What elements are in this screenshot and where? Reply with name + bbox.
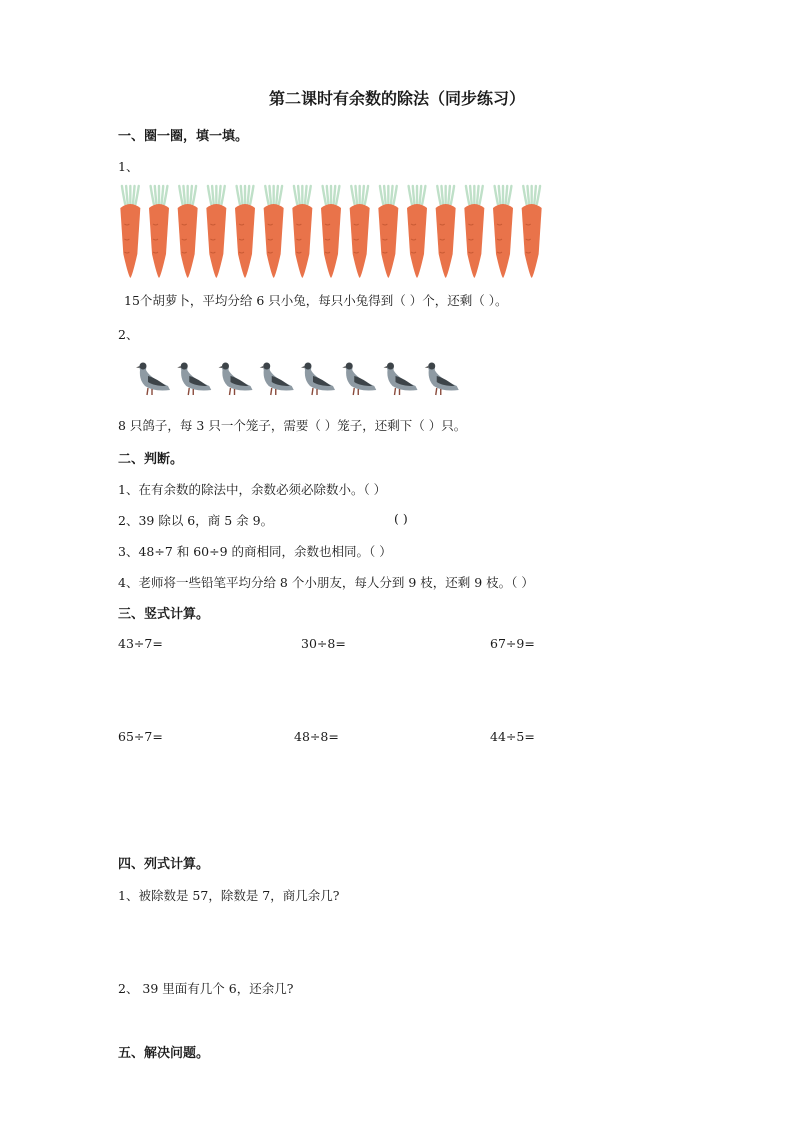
section-1-heading: 一、圈一圈，填一填。	[118, 129, 249, 144]
carrot-icon	[264, 186, 284, 278]
calc-item: 48÷8=	[294, 729, 339, 744]
section-4-heading: 四、列式计算。	[118, 857, 210, 872]
carrot-icon	[522, 186, 542, 278]
pigeon-row	[132, 358, 462, 398]
pigeon-icon	[260, 363, 294, 396]
carrot-icon	[120, 186, 140, 278]
q2-question-text: 8 只鸽子，每 3 只一个笼子，需要（ ）笼子，还剩下（ ）只。	[118, 418, 467, 433]
judge-item-3: 3、48÷7 和 60÷9 的商相同，余数也相同。（ ）	[118, 544, 392, 559]
word-question-1: 1、被除数是 57，除数是 7，商几余几?	[118, 888, 340, 903]
q1-question-text: 15个胡萝卜，平均分给 6 只小兔，每只小兔得到（ ）个，还剩（ ）。	[124, 293, 508, 308]
pigeon-icon	[219, 363, 253, 396]
carrot-icon	[292, 186, 312, 278]
judge-item-2-bracket: ( )	[394, 511, 408, 526]
carrot-icon	[464, 186, 484, 278]
pigeon-icon	[301, 363, 335, 396]
page-title: 第二课时有余数的除法（同步练习）	[268, 89, 525, 108]
judge-item-4: 4、老师将一些铅笔平均分给 8 个小朋友，每人分到 9 枝，还剩 9 枝。（ ）	[118, 575, 534, 590]
carrot-icon	[149, 186, 169, 278]
pigeon-icon	[177, 363, 211, 396]
carrot-icon	[321, 186, 341, 278]
pigeon-icon	[136, 363, 170, 396]
q1-number: 1、	[118, 159, 139, 174]
calc-item: 43÷7=	[118, 636, 163, 651]
carrot-icon	[178, 186, 198, 278]
carrot-icon	[350, 186, 370, 278]
word-question-2: 2、 39 里面有几个 6，还余几?	[118, 981, 294, 996]
calc-item: 67÷9=	[490, 636, 535, 651]
carrot-icon	[436, 186, 456, 278]
pigeon-icon	[425, 363, 459, 396]
carrot-icon	[378, 186, 398, 278]
carrot-row	[116, 184, 546, 278]
judge-item-1: 1、在有余数的除法中，余数必须必除数小。（ ）	[118, 482, 387, 497]
calc-item: 30÷8=	[301, 636, 346, 651]
pigeon-icon	[384, 363, 418, 396]
judge-item-2: 2、39 除以 6，商 5 余 9。	[118, 513, 274, 528]
section-5-heading: 五、解决问题。	[118, 1046, 210, 1061]
carrot-icon	[206, 186, 226, 278]
section-2-heading: 二、判断。	[118, 452, 184, 467]
carrot-icon	[407, 186, 427, 278]
pigeon-icon	[342, 363, 376, 396]
carrot-icon	[235, 186, 255, 278]
q2-number: 2、	[118, 327, 139, 342]
section-3-heading: 三、竖式计算。	[118, 607, 210, 622]
calc-item: 44÷5=	[490, 729, 535, 744]
calc-item: 65÷7=	[118, 729, 163, 744]
carrot-icon	[493, 186, 513, 278]
